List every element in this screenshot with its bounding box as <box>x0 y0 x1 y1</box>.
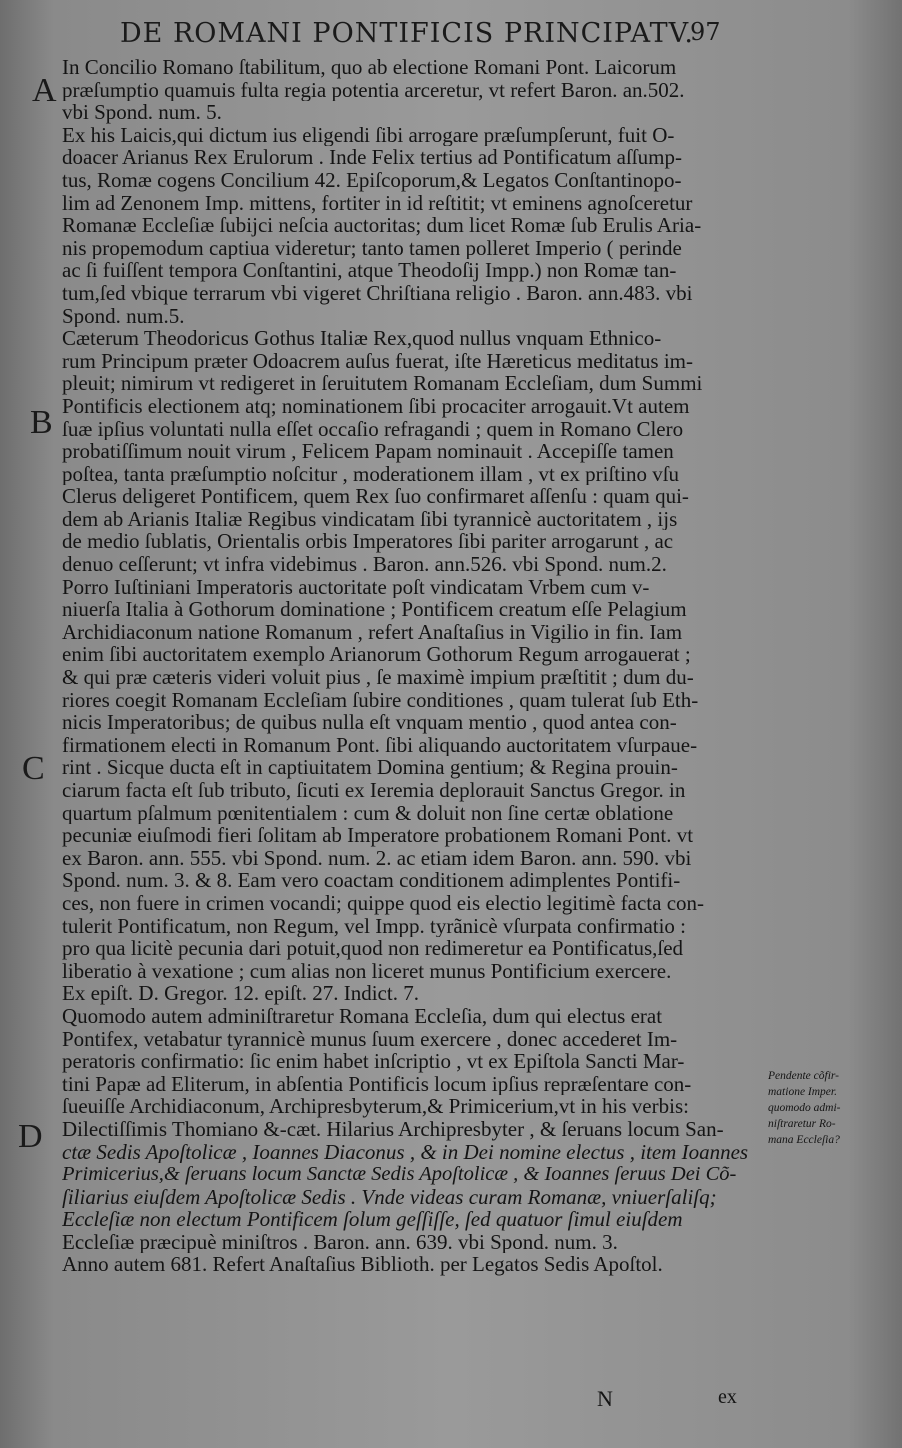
text-line: niuerſa Italia à Gothorum dominatione ; Pontificem creatum eſſe Pelagium <box>62 598 687 621</box>
text-line: de medio ſublatis, Orientalis orbis Imperatores ſibi pariter arrogarunt , ac <box>62 530 674 554</box>
text-line: ſuæ ipſius voluntati nulla eſſet occaſio refragandi ; quem in Romano Clero <box>62 417 684 441</box>
text-line: vbi Spond. num. 5. <box>62 101 222 124</box>
text-line: lim ad Zenonem Imp. mittens, fortiter in id reſtitit; vt eminens agnoſceretur <box>62 191 693 215</box>
text-line: ces, non fuere in crimen vocandi; quippe quod eis electio legitimè facta con- <box>62 891 705 915</box>
page-number: 97 <box>690 18 721 46</box>
text-line: Cæterum Theodoricus Gothus Italiæ Rex,quod nullus vnquam Ethnico- <box>62 327 662 350</box>
text-line: probatiſſimum nouit virum , Felicem Papam nominauit . Accepiſſe tamen <box>62 440 674 463</box>
text-line: Spond. num. 3. & 8. Eam vero coactam conditionem adimplentes Pontifi- <box>62 869 681 892</box>
text-line: nicis Imperatoribus; de quibus nulla eſt vnquam mentio , quod antea con- <box>62 711 677 734</box>
text-line: dem ab Arianis Italiæ Regibus vindicatam ſibi tyrannicè auctoritatem , ijs <box>62 507 678 531</box>
text-line: Eccleſiæ præcipuè miniſtros . Baron. ann. 639. vbi Spond. num. 3. <box>62 1230 618 1254</box>
text-line: rum Principum præter Odoacrem auſus fuerat, iſte Hæreticus meditatus im- <box>62 349 694 373</box>
text-line: peratoris confirmatio: ſic enim habet inſcriptio , vt ex Epiſtola Sancti Mar- <box>62 1050 685 1073</box>
text-line: Clerus deligeret Pontificem, quem Rex ſuo confirmaret aſſenſu : quam qui- <box>62 485 689 508</box>
text-line: tini Papæ ad Eliterum, in abſentia Pontificis locum ipſius repræſentare con- <box>62 1072 692 1096</box>
text-line: pleuit; nimirum vt redigeret in ſeruitutem Romanam Eccleſiam, dum Summi <box>62 372 703 395</box>
text-line: Pontifex, vetabatur tyrannicè munus ſuum exercere , donec accederet Im- <box>62 1027 678 1051</box>
margin-note-line: quomodo admi- <box>768 1102 841 1114</box>
text-line: firmationem electi in Romanum Pont. ſibi aliquando auctoritatem vſurpaue- <box>62 733 698 757</box>
text-line: denuo ceſſerunt; vt infra videbimus . Baron. ann.526. vbi Spond. num.2. <box>62 553 667 576</box>
text-line: Spond. num.5. <box>62 304 185 328</box>
text-line: ſueuiſſe Archidiaconum, Archipresbyterum,& Primicerium,vt in his verbis: <box>62 1095 689 1118</box>
text-line: doacer Arianus Rex Erulorum . Inde Felix tertius ad Pontificatum aſſump- <box>62 146 682 169</box>
signature-mark: N <box>597 1386 613 1411</box>
text-line: quartum pſalmum pœnitentialem : cum & doluit non ſine certæ oblatione <box>62 801 674 825</box>
text-line: Dilectiſſimis Thomiano &-cæt. Hilarius Archipresbyter , & ſeruans locum San- <box>62 1117 724 1141</box>
text-line: In Concilio Romano ſtabilitum, quo ab electione Romani Pont. Laicorum <box>62 56 677 79</box>
running-header: DE ROMANI PONTIFICIS PRINCIPATV. <box>120 18 695 49</box>
text-line: Primicerius,& ſeruans locum Sanctæ Sedis Apoſtolicæ , & Ioannes ſeruus Dei Cõ- <box>62 1163 737 1186</box>
section-marker-a: A <box>32 72 57 109</box>
section-marker-b: B <box>30 404 53 441</box>
text-line: tulerit Pontificatum, non Regum, vel Impp. tyrãnicè vſurpata confirmatio : <box>62 914 687 938</box>
margin-note-line: mana Eccleſia? <box>768 1134 840 1146</box>
text-line: tus, Romæ cogens Concilium 42. Epiſcoporum,& Legatos Conſtantinopo- <box>62 168 682 192</box>
body-text <box>62 56 752 1276</box>
text-line: Eccleſiæ non electum Pontificem ſolum geſſiſſe, ſed quatuor ſimul eiuſdem <box>62 1208 683 1231</box>
text-line: liberatio à vexatione ; cum alias non liceret munus Pontificium exercere. <box>62 959 672 983</box>
text-line: nis propemodum captiua videretur; tanto tamen polleret Imperio ( perinde <box>62 236 682 260</box>
text-line: ſiliarius eiuſdem Apoſtolicæ Sedis . Vnde videas curam Romanæ, vniuerſaliſq; <box>62 1185 717 1209</box>
text-line: enim ſibi auctoritatem exemplo Arianorum Gothorum Regum arrogauerat ; <box>62 643 691 667</box>
text-line: tum,ſed vbique terrarum vbi vigeret Chriſtiana religio . Baron. ann.483. vbi <box>62 281 693 305</box>
text-line: Archidiaconum natione Romanum , refert Anaſtaſius in Vigilio in fin. Iam <box>62 620 683 644</box>
margin-note-line: Pendente cõfir- <box>768 1070 839 1082</box>
margin-note-line: matione Imper. <box>768 1086 837 1098</box>
text-line: ac ſi fuiſſent tempora Conſtantini, atque Theodoſij Impp.) non Romæ tan- <box>62 259 677 282</box>
text-line: Ex epiſt. D. Gregor. 12. epiſt. 27. Indict. 7. <box>62 982 419 1005</box>
section-marker-d: D <box>18 1118 43 1155</box>
text-line: rint . Sicque ducta eſt in captiuitatem Domina gentium; & Regina prouin- <box>62 756 678 779</box>
text-line: præſumptio quamuis fulta regia potentia arceretur, vt refert Baron. an.502. <box>62 78 685 102</box>
margin-note-line: niſtraretur Ro- <box>768 1118 836 1130</box>
margin-note <box>768 1068 894 1148</box>
text-line: & qui præ cæteris videri voluit pius , ſe maximè impium præſtitit ; dum du- <box>62 666 694 689</box>
text-line: ctæ Sedis Apoſtolicæ , Ioannes Diaconus , & in Dei nomine electus , item Ioannes <box>62 1140 749 1164</box>
text-line: Quomodo autem adminiſtraretur Romana Eccleſia, dum qui electus erat <box>62 1004 663 1028</box>
catchword: ex <box>718 1386 737 1408</box>
text-line: Pontificis electionem atq; nominationem ſibi procaciter arrogauit.Vt autem <box>62 394 690 418</box>
text-line: ciarum facta eſt ſub tributo, ſicuti ex Ieremia deplorauit Sanctus Gregor. in <box>62 779 686 802</box>
text-line: Romanæ Eccleſiæ ſubijci neſcia auctoritas; dum licet Romæ ſub Erulis Aria- <box>62 214 702 237</box>
text-line: Ex his Laicis,qui dictum ius eligendi ſibi arrogare præſumpſerunt, fuit O- <box>62 123 675 147</box>
section-marker-c: C <box>22 750 45 787</box>
text-line: Anno autem 681. Refert Anaſtaſius Biblioth. per Legatos Sedis Apoſtol. <box>62 1253 663 1277</box>
text-line: Porro Iuſtiniani Imperatoris auctoritate poſt vindicatam Vrbem cum v- <box>62 575 650 599</box>
text-line: pro qua licitè pecunia dari potuit,quod non redimeretur ea Pontificatus,ſed <box>62 937 684 960</box>
text-line: ex Baron. ann. 555. vbi Spond. num. 2. ac etiam idem Baron. ann. 590. vbi <box>62 846 692 870</box>
text-line: poſtea, tanta præſumptio noſcitur , moderationem illam , vt ex priſtino vſu <box>62 462 680 486</box>
text-line: pecuniæ eiuſmodi fieri ſolitam ab Imperatore probationem Romani Pont. vt <box>62 824 694 847</box>
text-line: riores coegit Romanam Eccleſiam ſubire conditiones , quam tulerat ſub Eth- <box>62 688 699 712</box>
